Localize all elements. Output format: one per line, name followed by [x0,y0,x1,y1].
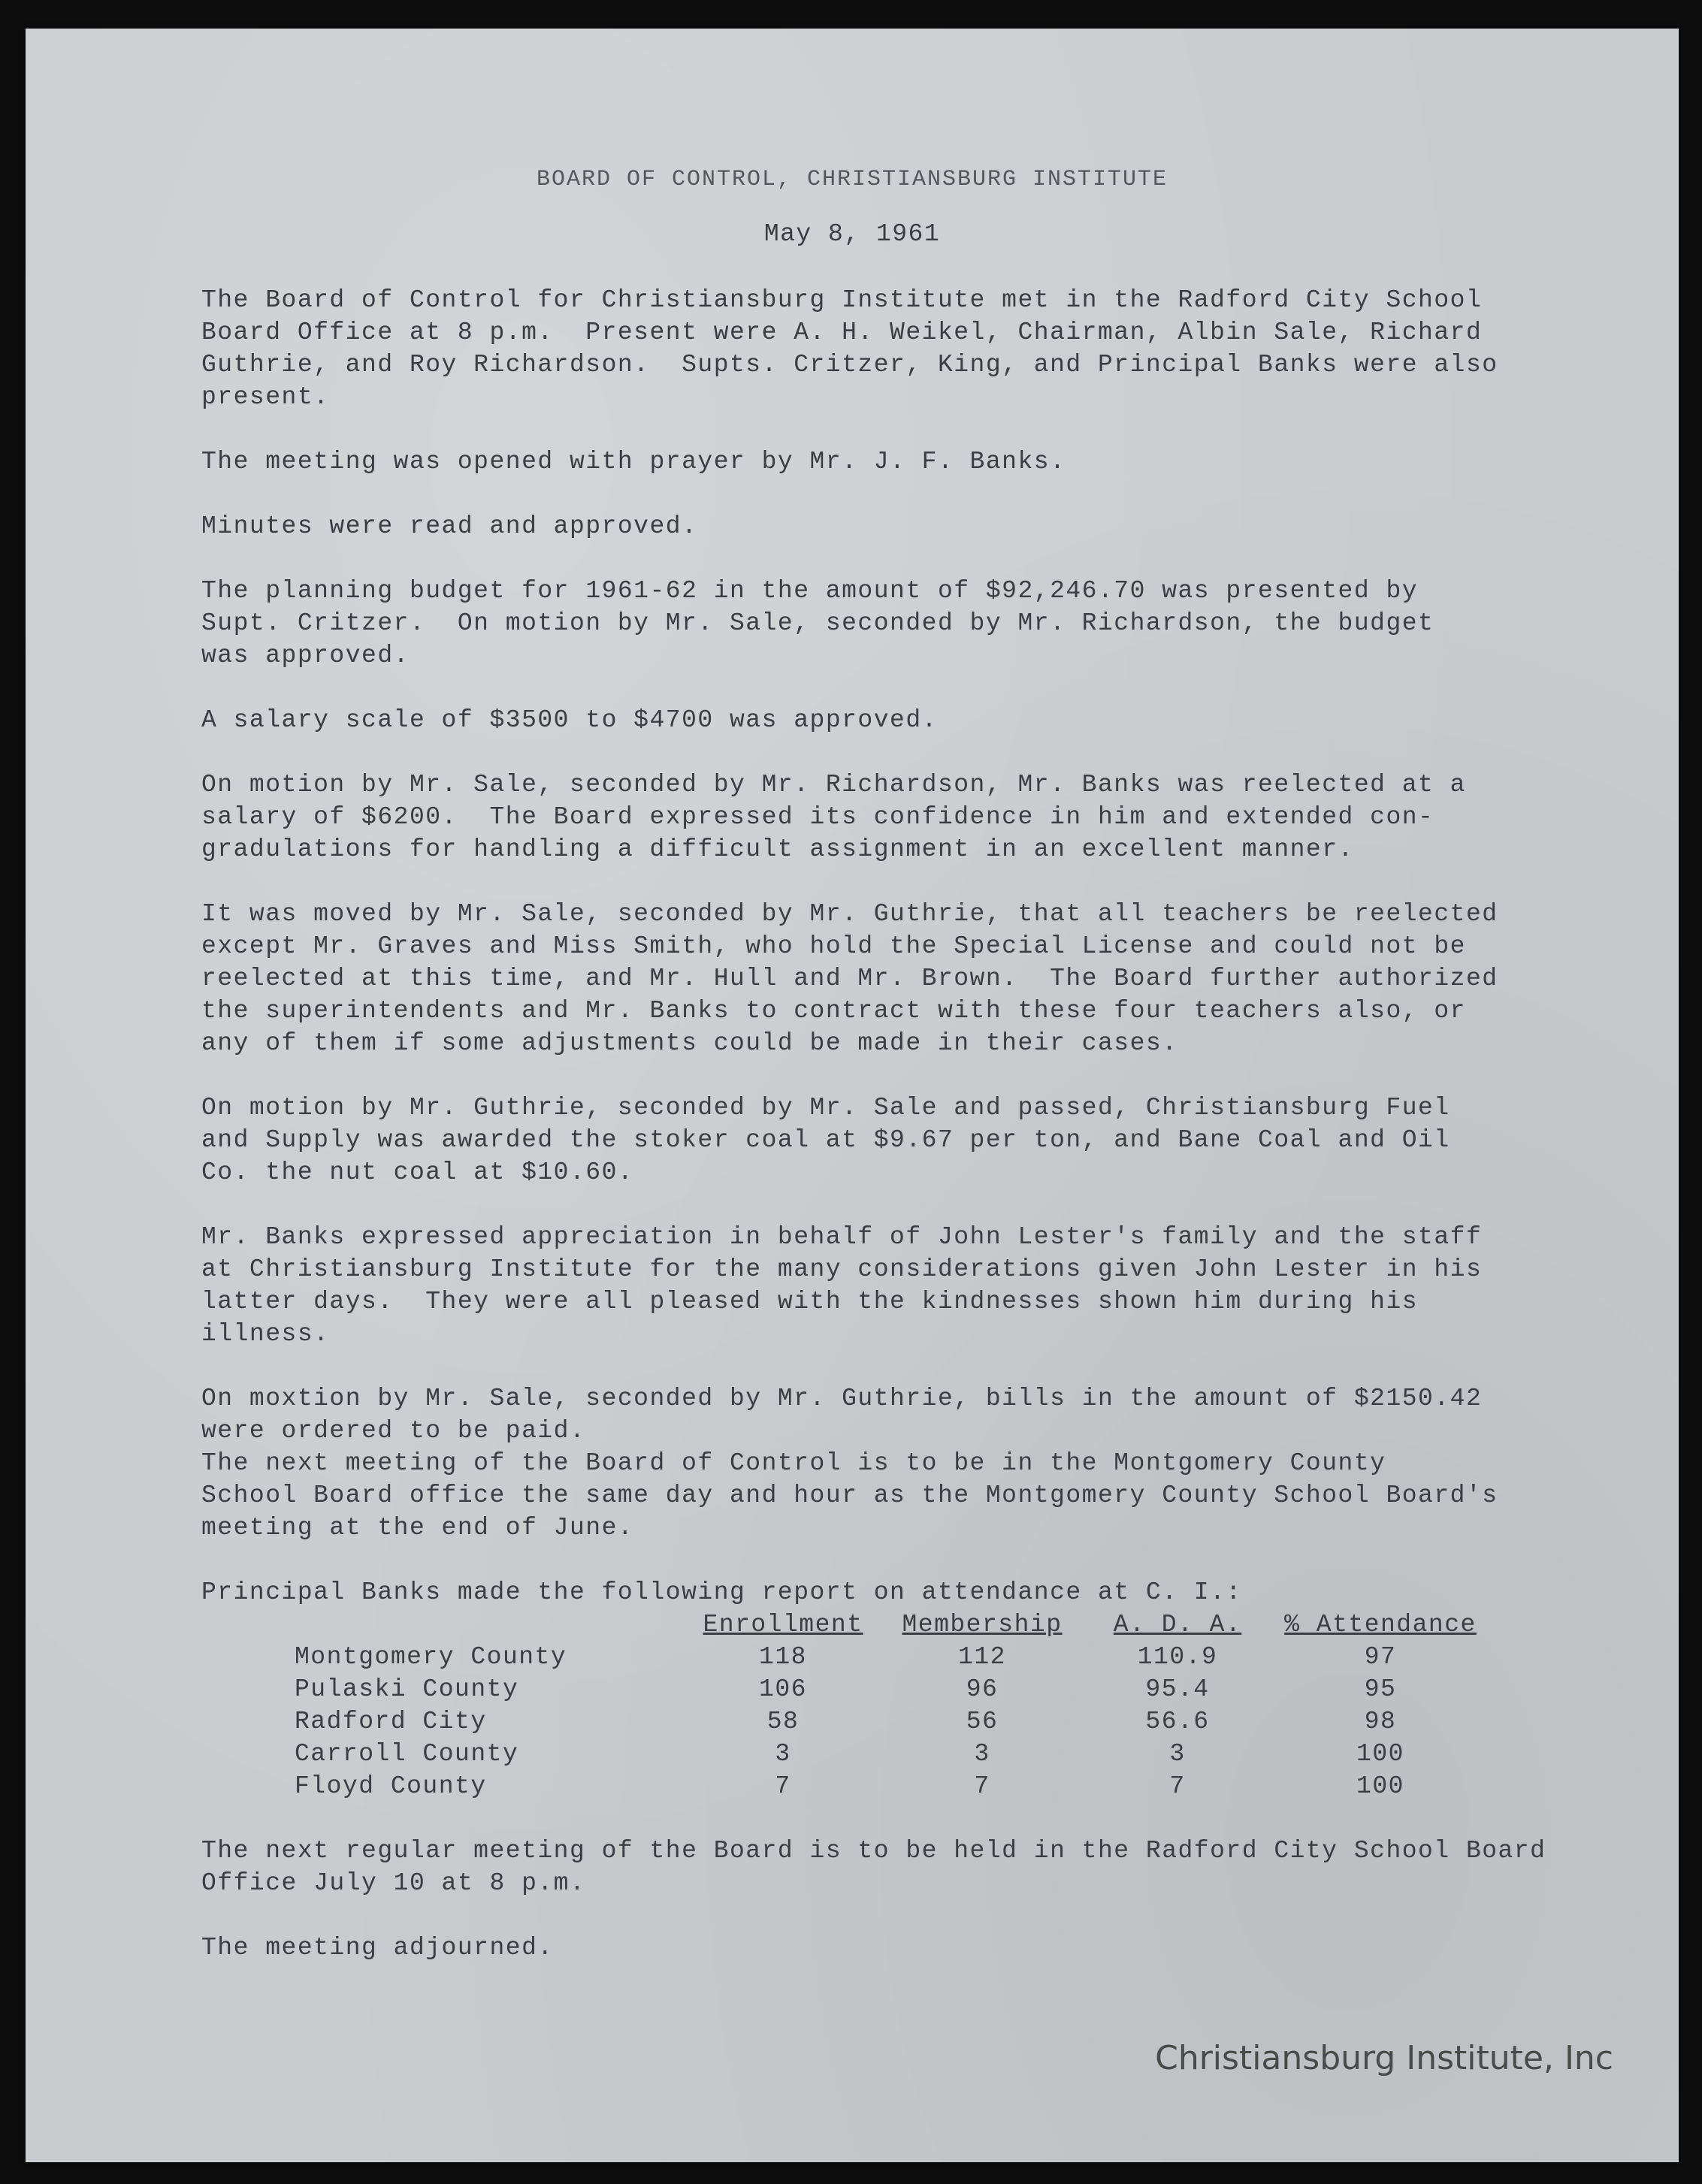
table-row [295,1673,1489,1705]
meeting-date: May 8, 1961 [763,220,941,248]
paragraph-next-meeting: The next meeting of the Board of Control is to be in the Montgomery County School Board office the same day and hour as the Montgomery County School Board's meeting at the end of June. [201,1449,1498,1542]
paragraph-prayer: The meeting was opened with prayer by Mr. J. F. Banks. [201,448,1066,476]
paragraph-appreciation: Mr. Banks expressed appreciation in behalf of John Lester's family and the staff at Christiansburg Institute for the many considerations given John Lester in his latter days. They were all pleased with the kindnesses shown him during his illness. [201,1223,1483,1348]
column-header: Membership [902,1611,1063,1639]
attendance-percent-value: 100 [1356,1772,1404,1800]
paragraph-banks-reelection: On motion by Mr. Sale, seconded by Mr. Richardson, Mr. Banks was reelected at a salary of $6200. The Board expressed its confidence in him and extended con- gradulations for handling a difficult assignment in an excellent manner. [201,771,1466,863]
paragraph-teachers: It was moved by Mr. Sale, seconded by Mr. Guthrie, that all teachers be reelected except Mr. Graves and Miss Smith, who hold the Special License and could not be reelected at this time, and Mr. Hull and Mr. Brown. The Board further authorized the superintendents and Mr. Banks to contract with these four teachers also, or any of them if some adjustments could be made in their cases. [201,900,1498,1057]
column-header: % Attendance [1284,1611,1477,1639]
report-intro: Principal Banks made the following report on attendance at C. I.: [201,1578,1242,1606]
attendance-percent-value: 100 [1356,1740,1404,1768]
paragraph-coal: On motion by Mr. Guthrie, seconded by Mr. Sale and passed, Christiansburg Fuel and Supply was awarded the stoker coal at $9.67 per ton, and Bane Coal and Oil Co. the nut coal at $10.60. [201,1094,1450,1186]
paragraph-bills: On moxtion by Mr. Sale, seconded by Mr. Guthrie, bills in the amount of $2150.42 were ordered to be paid. [201,1385,1483,1445]
ada-value: 110.9 [1137,1643,1218,1671]
ada-value: 95.4 [1145,1675,1210,1703]
column-header [295,1609,685,1641]
membership-value: 96 [966,1675,999,1703]
table-row [295,1705,1489,1738]
table-row [295,1770,1489,1802]
column-header: A. D. A. [1113,1611,1242,1639]
ada-value: 7 [1169,1772,1186,1800]
watermark-text: Christiansburg Institute, Inc [1155,2039,1613,2077]
ada-value: 3 [1169,1740,1186,1768]
attendance-percent-value: 98 [1364,1708,1397,1735]
county-name: Floyd County [295,1772,487,1800]
county-name: Montgomery County [295,1643,567,1671]
membership-value: 56 [966,1708,999,1735]
membership-value: 7 [974,1772,990,1800]
membership-value: 112 [958,1643,1006,1671]
enrollment-value: 106 [759,1675,807,1703]
paragraph-budget: The planning budget for 1961-62 in the amount of $92,246.70 was presented by Supt. Critzer. On motion by Mr. Sale, seconded by Mr. Richardson, the budget was approved. [201,577,1434,669]
attendance-percent-value: 95 [1364,1675,1397,1703]
enrollment-value: 7 [775,1772,791,1800]
county-name: Pulaski County [295,1675,519,1703]
attendance-percent-value: 97 [1364,1643,1397,1671]
column-header: Enrollment [703,1611,863,1639]
paragraph-adjourned: The meeting adjourned. [201,1934,554,1962]
enrollment-value: 118 [759,1643,807,1671]
document-title: BOARD OF CONTROL, CHRISTIANSBURG INSTITUTE [536,167,1168,192]
attendance-table [295,1609,1489,1802]
paragraph-next-regular-meeting: The next regular meeting of the Board is to be held in the Radford City School Board Office July 10 at 8 p.m. [201,1837,1546,1897]
county-name: Radford City [295,1708,487,1735]
paragraph-minutes: Minutes were read and approved. [201,512,698,540]
attendance-header-row [295,1609,1489,1641]
table-row [295,1738,1489,1770]
minutes-body [201,284,1614,1996]
enrollment-value: 3 [775,1740,791,1768]
paragraph-salary-scale: A salary scale of $3500 to $4700 was approved. [201,706,938,734]
document-page [26,29,1679,2162]
table-row [295,1641,1489,1673]
membership-value: 3 [974,1740,990,1768]
county-name: Carroll County [295,1740,519,1768]
enrollment-value: 58 [766,1708,800,1735]
ada-value: 56.6 [1145,1708,1210,1735]
paragraph-attendance: The Board of Control for Christiansburg Institute met in the Radford City School Board Office at 8 p.m. Present were A. H. Weikel, Chairman, Albin Sale, Richard Guthrie, and Roy Richardson. Supts. Critzer, King, and Principal Banks were also present. [201,286,1498,411]
